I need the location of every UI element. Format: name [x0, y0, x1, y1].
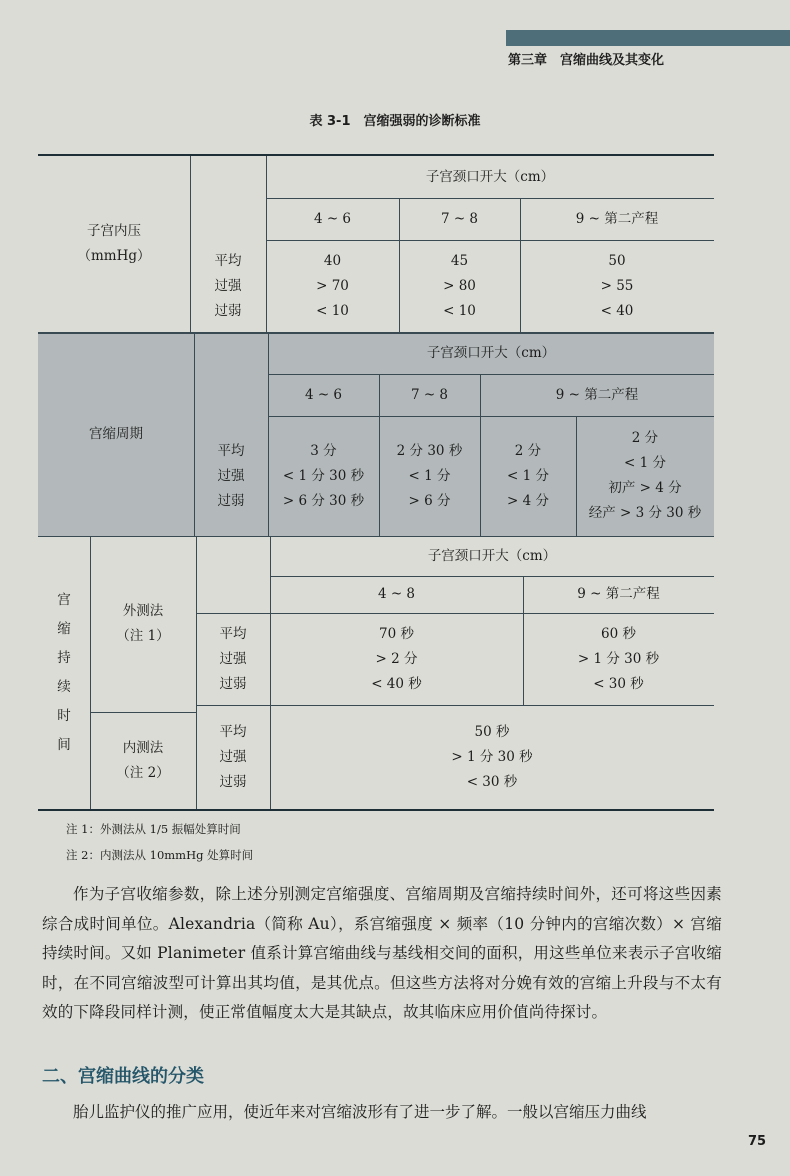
pressure-row-labels: 平均 过强 过弱	[214, 252, 242, 319]
duration-col-1: 4 ~ 8	[377, 586, 416, 602]
pressure-values-1: 40 > 70 < 10	[316, 252, 349, 319]
page-number: 75	[748, 1134, 767, 1149]
cycle-values-3: 2 分 < 1 分 > 4 分	[480, 416, 576, 536]
pressure-label-cell	[38, 156, 190, 332]
external-values-2: 60 秒 > 1 分 30 秒 < 30 秒	[577, 625, 660, 692]
note-2: 注 2：内测法从 10mmHg 处算时间	[66, 848, 254, 862]
internal-method-label: 内测法 （注 2）	[116, 739, 170, 781]
pressure-label: 子宫内压	[87, 223, 141, 239]
grid-line	[523, 576, 524, 705]
cycle-row-labels: 平均 过强 过弱	[194, 416, 268, 536]
grid-line	[268, 416, 714, 417]
grid-line	[196, 705, 714, 706]
grid-line	[399, 198, 400, 332]
grid-line	[90, 712, 196, 713]
duration-label-cell: 宫 缩 持 续 时 间	[57, 591, 71, 753]
section-heading: 二、宫缩曲线的分类	[42, 1066, 204, 1087]
grid-line	[196, 536, 197, 809]
grid-line	[576, 416, 577, 536]
grid-line	[268, 332, 269, 536]
cycle-values-2: 2 分 30 秒 < 1 分 > 6 分	[379, 416, 480, 536]
grid-line	[190, 156, 191, 332]
grid-line	[38, 536, 714, 537]
grid-line	[266, 156, 267, 332]
cycle-values-4: 2 分 < 1 分 初产 > 4 分 经产 > 3 分 30 秒	[576, 416, 714, 536]
grid-line	[38, 332, 714, 334]
grid-line	[520, 198, 521, 332]
pressure-col-1: 4 ~ 6	[313, 210, 352, 227]
cycle-label: 宫缩周期	[89, 425, 143, 442]
external-values-1: 70 秒 > 2 分 < 40 秒	[371, 625, 422, 692]
external-row-labels: 平均 过强 过弱	[219, 625, 247, 692]
pressure-dilation-header: 子宫颈口开大（cm）	[425, 168, 555, 185]
cycle-dilation-header: 子宫颈口开大（cm）	[268, 332, 714, 374]
table-notes	[66, 816, 253, 868]
body-paragraph-2: 胎儿监护仪的推广应用，使近年来对宫缩波形有了进一步了解。一般以宫缩压力曲线	[73, 1103, 647, 1121]
grid-line	[270, 576, 714, 577]
chapter-title: 第三章 宫缩曲线及其变化	[508, 53, 665, 68]
duration-col-2: 9 ~ 第二产程	[577, 586, 660, 602]
cycle-blank-cell	[194, 332, 268, 416]
grid-line	[480, 374, 481, 536]
note-1: 注 1：外测法从 1/5 振幅处算时间	[66, 822, 241, 836]
diagnosis-table	[38, 154, 714, 811]
pressure-values-3: 50 > 55 < 40	[600, 252, 634, 319]
header-bar	[506, 30, 790, 46]
pressure-values-2: 45 > 80 < 10	[443, 252, 476, 319]
grid-line	[196, 613, 714, 614]
grid-line	[268, 374, 714, 375]
grid-line	[379, 374, 380, 536]
pressure-unit: （mmHg）	[77, 248, 151, 264]
table-caption: 表 3-1 宫缩强弱的诊断标准	[309, 114, 481, 129]
external-method-label: 外测法 （注 1）	[116, 603, 170, 644]
grid-line	[194, 332, 195, 536]
grid-line	[90, 536, 91, 809]
grid-line	[266, 240, 714, 241]
cycle-col-3: 9 ~ 第二产程	[480, 374, 714, 416]
duration-dilation-header: 子宫颈口开大（cm）	[427, 547, 557, 564]
cycle-label-cell	[38, 332, 194, 536]
cycle-col-1: 4 ~ 6	[268, 374, 379, 416]
internal-row-labels: 平均 过强 过弱	[219, 723, 247, 790]
cycle-col-2: 7 ~ 8	[379, 374, 480, 416]
cycle-values-1: 3 分 < 1 分 30 秒 > 6 分 30 秒	[268, 416, 379, 536]
pressure-col-3: 9 ~ 第二产程	[575, 210, 659, 227]
internal-values: 50 秒 > 1 分 30 秒 < 30 秒	[451, 723, 533, 790]
grid-line	[266, 198, 714, 199]
body-paragraph: 作为子宫收缩参数，除上述分别测定宫缩强度、宫缩周期及宫缩持续时间外，还可将这些因素综合成时间单位。Alexandria（简称 Au），系宫缩强度 × 频率（10 分钟内的宫缩次数）× 宫缩持续时间。又如 Planimeter 值系计算宫缩曲线与基线相交间的面积，用这些单位来表示子宫收缩时，在不同宫缩波型可计算出其均值，是其优点。但这些方法将对分娩有效的宫缩上升段与不太有效的下降段同样计测，使正常值幅度太大是其缺点，故其临床应用价值尚待探讨。	[42, 885, 722, 1021]
pressure-col-2: 7 ~ 8	[440, 210, 479, 227]
